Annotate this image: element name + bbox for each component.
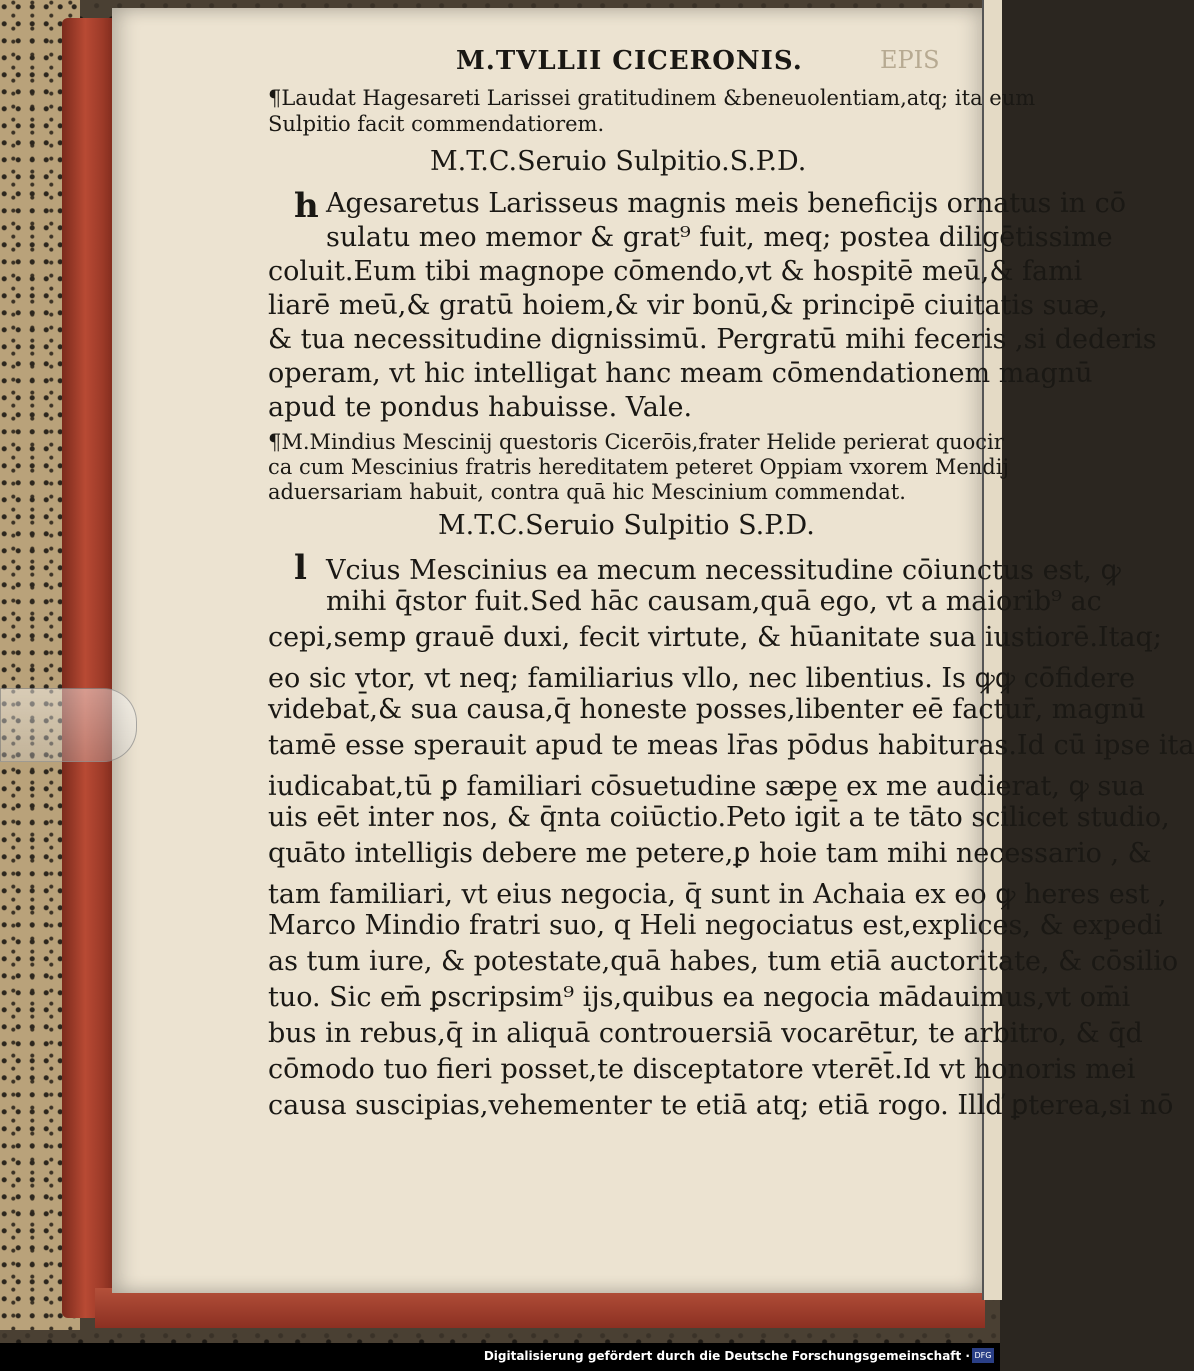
letter2-line: tuo. Sic em̄ ꝑscripsim⁹ ijs,quibus ea negocia mādauimus,vt om̄i — [268, 982, 1131, 1013]
letter2-line: Vcius Mescinius ea mecum necessitudine cōiunctus est, ꝙ — [326, 555, 1121, 586]
letter2-line: tamē esse sperauit apud te meas lr̄as pōdus habituras.Id cū ipse ita — [268, 730, 1194, 761]
letter1-line: liarē meū,& gratū hoiem,& vir bonū,& principē ciuitatis suæ, — [268, 290, 1108, 321]
letter2-line: videbat̄,& sua causa,q̄ honeste posses,libenter eē factur̄, magnū — [268, 694, 1146, 725]
letter1-line: & tua necessitudine dignissimū. Pergratū mihi feceris ,si dederis — [268, 324, 1157, 355]
letter1-salutation: M.T.C.Seruio Sulpitio.S.P.D. — [430, 146, 807, 177]
letter2-line: iudicabat,tū ꝑ familiari cōsuetudine sæpe ex me audierat, ꝙ sua — [268, 771, 1145, 802]
letter2-summary-line: ¶M.Mindius Mescinij questoris Cicerōis,frater Helide perierat quocir — [268, 430, 1004, 454]
letter2-line: Marco Mindio fratri suo, q Heli negociatus est,explices, & expedi — [268, 910, 1163, 941]
letter1-line: apud te pondus habuisse. Vale. — [268, 392, 693, 423]
letter2-line: mihi q̄stor fuit.Sed hāc causam,quā ego, vt a maiorib⁹ ac — [326, 586, 1102, 617]
letter2-line: causa suscipias,vehementer te etiā atq; etiā rogo. Illď ꝑterea,si nō — [268, 1090, 1174, 1121]
letter2-summary-line: ca cum Mescinius fratris hereditatem peteret Oppiam vxorem Mendij — [268, 455, 1009, 479]
letter2-line: bus in rebus,q̄ in aliquā controuersiā vocarētur, te arbitro, & q̄d — [268, 1018, 1143, 1049]
letter2-salutation: M.T.C.Seruio Sulpitio S.P.D. — [438, 510, 815, 541]
letter2-initial: l — [294, 548, 307, 588]
letter1-summary-line: Sulpitio facit commendatiorem. — [268, 112, 605, 136]
letter1-line: sulatu meo memor & grat⁹ fuit, meq; postea diligētissime — [326, 222, 1113, 253]
dfg-logo: DFG — [972, 1348, 994, 1363]
letter2-line: eo sic vtor, vt neq; familiarius vllo, nec libentius. Is ꝙꝙ cōfidere — [268, 663, 1136, 694]
letter2-line: as tum iure, & potestate,quā habes, tum etiā auctoritate, & cōsilio — [268, 946, 1179, 977]
letter2-line: tam familiari, vt eius negocia, q̄ sunt in Achaia ex eo ꝙ heres est , — [268, 879, 1167, 910]
letter2-line: cōmodo tuo fieri posset,te disceptatore vterēt̄.Id vt honoris mei — [268, 1054, 1136, 1085]
letter1-line: coluit.Eum tibi magnope cōmendo,vt & hospitē meū,& fami — [268, 256, 1083, 287]
letter1-line: operam, vt hic intelligat hanc meam cōmendationem magnū — [268, 358, 1093, 389]
page-edge-bottom — [95, 1288, 985, 1328]
running-header: M.TVLLII CICERONIS. — [456, 46, 803, 76]
letter2-line: uis eēt inter nos, & q̄nta coiūctio.Peto igit̄ a te tāto scilicet studio, — [268, 802, 1170, 833]
letter2-line: quāto intelligis debere me petere,ꝑ hoie tam mihi necessario , & — [268, 838, 1152, 869]
facing-page-header-fragment: EPIS — [880, 46, 940, 74]
letter1-summary-line: ¶Laudat Hagesareti Larissei gratitudinem &beneuolentiam,atq; ita eum — [268, 86, 1036, 110]
digitization-credit: Digitalisierung gefördert durch die Deutsche Forschungsgemeinschaft · — [483, 1349, 970, 1363]
plastic-page-clip — [0, 688, 137, 762]
letter1-line: Agesaretus Larisseus magnis meis beneficijs ornatus in cō — [326, 188, 1126, 219]
letter2-line: cepi,semp grauē duxi, fecit virtute, & hūanitate sua iustiorē.Itaq; — [268, 622, 1162, 653]
letter2-summary-line: aduersariam habuit, contra quā hic Mescinium commendat. — [268, 480, 906, 504]
letter1-initial: h — [294, 186, 319, 226]
